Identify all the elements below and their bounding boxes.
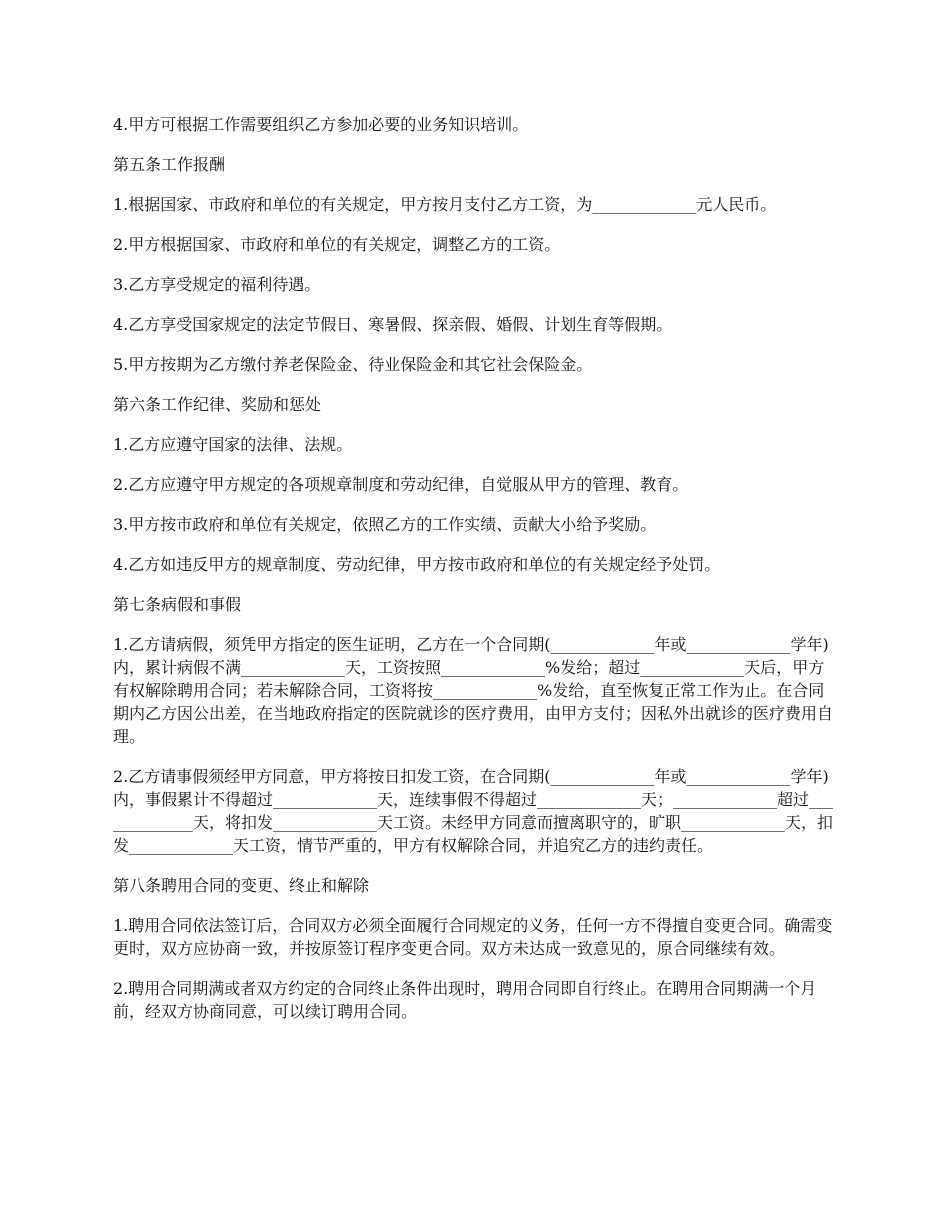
document-page [113, 113, 837, 1040]
section-heading-5-remuneration: 第五条工作报酬 [113, 155, 226, 174]
clause-4-4-training: 4.甲方可根据工作需要组织乙方参加必要的业务知识培训。 [113, 115, 529, 134]
clause-5-4-holidays: 4.乙方享受国家规定的法定节假日、寒暑假、探亲假、婚假、计划生育等假期。 [113, 315, 673, 334]
section-heading-8-contract-changes: 第八条聘用合同的变更、终止和解除 [113, 876, 370, 895]
clause-6-2-rules: 2.乙方应遵守甲方规定的各项规章制度和劳动纪律，自觉服从甲方的管理、教育。 [113, 475, 689, 494]
section-heading-7-leave: 第七条病假和事假 [113, 595, 242, 614]
clause-6-3-rewards: 3.甲方按市政府和单位有关规定，依照乙方的工作实绩、贡献大小给予奖励。 [113, 515, 657, 534]
clause-7-1-sick-leave: 1.乙方请病假，须凭甲方指定的医生证明，乙方在一个合同期(_____________年或_____________学年)内，累计病假不满_____________天，工资按照_____________%发给；超过_____________天后，甲方有权解除聘用合同；若未解除合同，工资将按_____________%发给，直至恢复正常工作为止。在合同期内乙方因公出差，在当地政府指定的医院就诊的医疗费用，由甲方支付；因私外出就诊的医疗费用自理。 [113, 635, 834, 746]
clause-6-4-penalties: 4.乙方如违反甲方的规章制度、劳动纪律，甲方按市政府和单位的有关规定经予处罚。 [113, 555, 721, 574]
clause-5-2-salary-adjust: 2.甲方根据国家、市政府和单位的有关规定，调整乙方的工资。 [113, 235, 561, 254]
clause-8-2-contract-end: 2.聘用合同期满或者双方约定的合同终止条件出现时，聘用合同即自行终止。在聘用合同期满一个月前，经双方协商同意，可以续订聘用合同。 [113, 979, 817, 1021]
clause-6-1-laws: 1.乙方应遵守国家的法律、法规。 [113, 435, 353, 454]
clause-5-3-benefits: 3.乙方享受规定的福利待遇。 [113, 275, 321, 294]
clause-5-5-insurance: 5.甲方按期为乙方缴付养老保险金、待业保险金和其它社会保险金。 [113, 355, 593, 374]
section-heading-6-discipline: 第六条工作纪律、奖励和惩处 [113, 395, 322, 414]
clause-5-1-salary: 1.根据国家、市政府和单位的有关规定，甲方按月支付乙方工资，为_____________元人民币。 [113, 195, 777, 214]
clause-7-2-personal-leave: 2.乙方请事假须经甲方同意，甲方将按日扣发工资，在合同期(_____________年或_____________学年)内，事假累计不得超过_____________天，连续事假不得超过_____________天；_____________超过_____________天，将扣发_____________天工资。未经甲方同意而擅离职守的，旷职_____________天，扣发_____________天工资，情节严重的，甲方有权解除合同，并追究乙方的违约责任。 [113, 767, 834, 855]
clause-8-1-contract-change: 1.聘用合同依法签订后，合同双方必须全面履行合同规定的义务，任何一方不得擅自变更合同。确需变更时，双方应协商一致，并按原签订程序变更合同。双方未达成一致意见的，原合同继续有效。 [113, 916, 833, 958]
